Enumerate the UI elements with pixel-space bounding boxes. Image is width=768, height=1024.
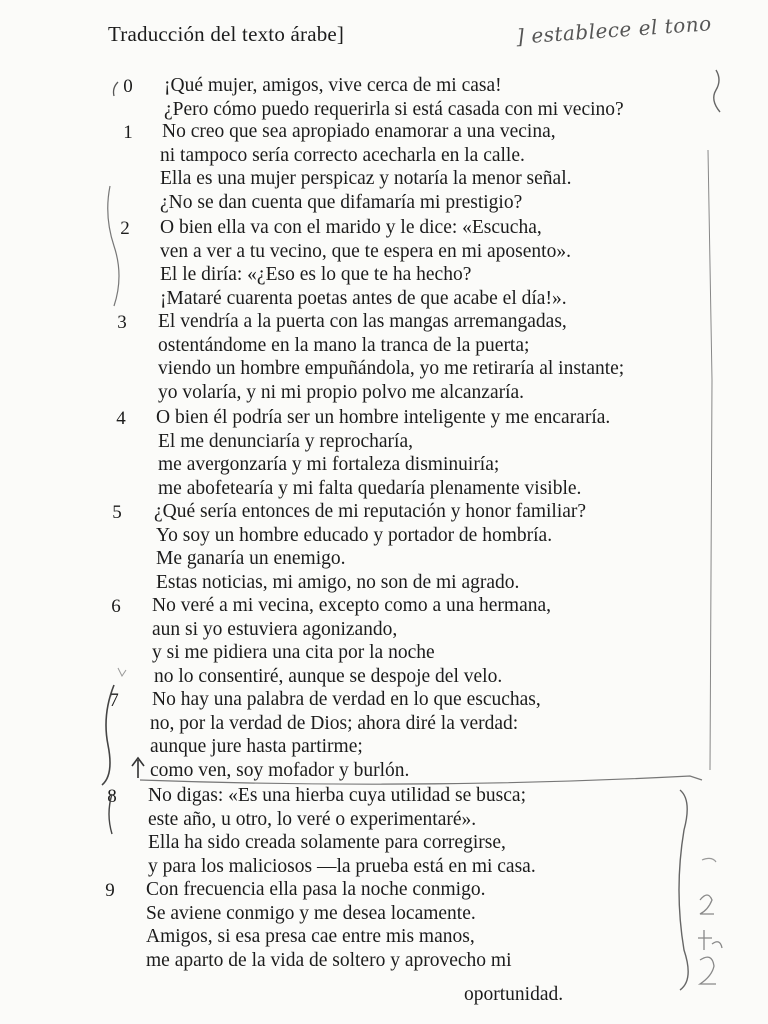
verse-line: y si me pidiera una cita por la noche xyxy=(152,642,435,663)
verse-line: ¿Pero cómo puedo requerirla si está casada con mi vecino? xyxy=(164,98,624,120)
verse-line: No veré a mi vecina, excepto como a una hermana, xyxy=(152,595,552,616)
annotation-bracket-right-bottom xyxy=(679,790,688,990)
verse-line: Estas noticias, mi amigo, no son de mi agrado. xyxy=(156,571,520,593)
verse-line: Yo soy un hombre educado y portador de hombría. xyxy=(156,524,553,546)
annotation-brace-right-top xyxy=(714,70,720,112)
verse-line: O bien ella va con el marido y le dice: «Escucha, xyxy=(160,217,542,238)
verse-line: este año, u otro, lo veré o experimentaré». xyxy=(148,808,477,830)
stanza-number: 6 xyxy=(111,596,121,617)
stanza-number: 9 xyxy=(105,880,115,901)
stanza-number: 0 xyxy=(123,76,133,97)
annotation-arrow xyxy=(132,758,144,778)
annotation-bracket-stanza-7 xyxy=(102,685,114,785)
stanza-number: 5 xyxy=(112,502,122,523)
annotation-glyph-c xyxy=(700,957,716,984)
verse-line: El me denunciaría y reprocharía, xyxy=(158,430,413,452)
verse-line: ¿Qué sería entonces de mi reputación y honor familiar? xyxy=(154,501,587,522)
verse-line: ¡Mataré cuarenta poetas antes de que acabe el día!». xyxy=(160,287,567,309)
verse-line: Me ganaría un enemigo. xyxy=(156,548,346,569)
verse-line: ostentándome en la mano la tranca de la puerta; xyxy=(158,334,530,356)
annotation-check xyxy=(118,668,126,676)
verse-line: como ven, soy mofador y burlón. xyxy=(150,759,410,781)
verse-line: aunque jure hasta partirme; xyxy=(150,736,363,757)
verse-line: no, por la verdad de Dios; ahora diré la verdad: xyxy=(150,712,519,734)
verse-line: me avergonzaría y mi fortaleza disminuiría; xyxy=(158,454,500,475)
stanza-number: 8 xyxy=(107,786,117,807)
stanza-number: 3 xyxy=(117,312,127,333)
verse-line: El le diría: «¿Eso es lo que te ha hecho? xyxy=(160,264,472,285)
verse-line: yo volaría, y ni mi propio polvo me alcanzaría. xyxy=(158,381,525,403)
verse-line: y para los maliciosos —la prueba está en mi casa. xyxy=(148,855,536,877)
verse-line: ven a ver a tu vecino, que te espera en mi aposento». xyxy=(160,240,571,262)
verse-line: No hay una palabra de verdad en lo que escuchas, xyxy=(152,689,541,710)
handwritten-margin-note: ] establece el tono xyxy=(515,11,713,49)
verse-line: me aparto de la vida de soltero y aprovecho mi xyxy=(146,949,512,971)
verse-line: O bien él podría ser un hombre inteligente y me encararía. xyxy=(156,407,611,428)
verse-line: no lo consentiré, aunque se despoje del velo. xyxy=(154,665,503,687)
verse-line: viendo un hombre empuñándola, yo me retiraría al instante; xyxy=(158,358,625,379)
verse-line: Se aviene conmigo y me desea locamente. xyxy=(146,902,476,924)
verse-line: Con frecuencia ella pasa la noche conmigo. xyxy=(146,879,486,900)
verse-line: ¿No se dan cuenta que difamaría mi prestigio? xyxy=(160,191,523,213)
stanza-number: 4 xyxy=(116,408,126,429)
annotation-underline xyxy=(140,776,702,784)
verse-line: No digas: «Es una hierba cuya utilidad se busca; xyxy=(148,785,526,806)
verse-line: Ella es una mujer perspicaz y notaría la menor señal. xyxy=(160,168,572,189)
verse-line: El vendría a la puerta con las mangas arremangadas, xyxy=(158,311,567,332)
page-title: Traducción del texto árabe] xyxy=(108,22,345,46)
stanza-number: 1 xyxy=(123,122,133,143)
verse-line: No creo que sea apropiado enamorar a una vecina, xyxy=(162,121,556,142)
verse-line: ni tampoco sería correcto acecharla en la calle. xyxy=(160,144,525,166)
annotation-bracket-stanza-8 xyxy=(109,794,112,834)
continuation-line: oportunidad. xyxy=(464,984,564,1005)
annotation-bracket-left-mid xyxy=(108,186,119,306)
verse-line: me abofetearía y mi falta quedaría plenamente visible. xyxy=(158,477,582,499)
annotation-glyph-a xyxy=(700,895,714,914)
verse-line: ¡Qué mujer, amigos, vive cerca de mi casa! xyxy=(164,75,502,96)
annotation-dash xyxy=(702,858,716,862)
stanza-number: 2 xyxy=(120,218,130,239)
stanza-number: 7 xyxy=(109,690,119,711)
verse-line: Amigos, si esa presa cae entre mis manos, xyxy=(146,926,475,947)
annotation-glyph-b xyxy=(698,930,722,950)
verse-line: Ella ha sido creada solamente para corregirse, xyxy=(148,832,506,853)
annotation-bracket-left-top xyxy=(114,82,119,96)
verse-line: aun si yo estuviera agonizando, xyxy=(152,618,398,640)
annotation-vertical-right xyxy=(708,150,712,770)
